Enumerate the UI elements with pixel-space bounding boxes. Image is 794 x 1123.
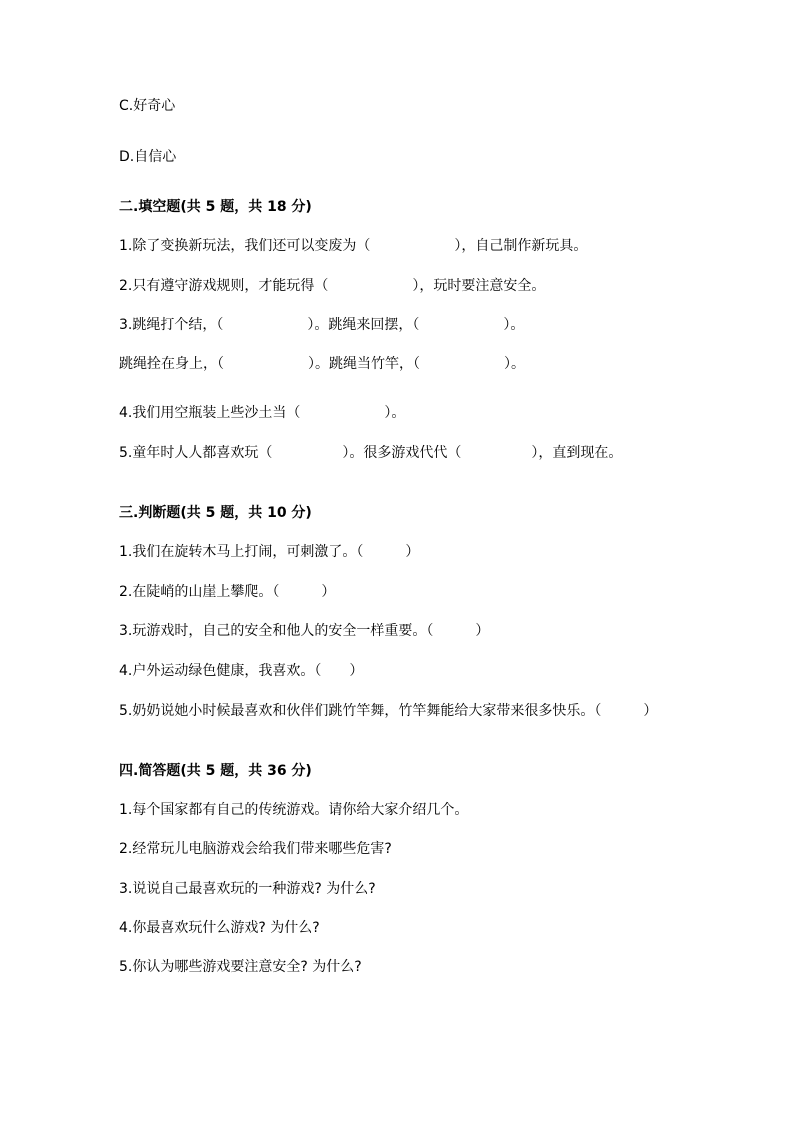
- choice-option-d: D.自信心: [119, 149, 177, 165]
- short-question-4: 4.你最喜欢玩什么游戏? 为什么?: [119, 920, 320, 936]
- short-question-1: 1.每个国家都有自己的传统游戏。请你给大家介绍几个。: [119, 802, 469, 818]
- judge-question-1: 1.我们在旋转木马上打闹，可刺激了。（ ）: [119, 544, 420, 560]
- judge-question-4: 4.户外运动绿色健康，我喜欢。（ ）: [119, 663, 364, 679]
- fill-question-2: 2.只有遵守游戏规则，才能玩得（ ），玩时要注意安全。: [119, 278, 546, 294]
- judge-question-3: 3.玩游戏时，自己的安全和他人的安全一样重要。（ ）: [119, 623, 490, 639]
- choice-option-c: C.好奇心: [119, 98, 176, 114]
- fill-question-1: 1.除了变换新玩法，我们还可以变废为（ ），自己制作新玩具。: [119, 238, 588, 254]
- fill-question-3: 3.跳绳打个结，（ ）。跳绳来回摆，（ ）。: [119, 317, 525, 333]
- fill-question-4: 4.我们用空瓶装上些沙土当（ ）。: [119, 405, 406, 421]
- judge-question-5: 5.奶奶说她小时候最喜欢和伙伴们跳竹竿舞，竹竿舞能给大家带来很多快乐。（ ）: [119, 703, 658, 719]
- section-heading-short-answer: 四.简答题(共 5 题，共 36 分): [119, 763, 312, 779]
- short-question-5: 5.你认为哪些游戏要注意安全? 为什么?: [119, 959, 362, 975]
- judge-question-2: 2.在陡峭的山崖上攀爬。（ ）: [119, 584, 336, 600]
- section-heading-judge: 三.判断题(共 5 题，共 10 分): [119, 505, 312, 521]
- fill-question-3-continued: 跳绳拴在身上，（ ）。跳绳当竹竿，（ ）。: [119, 356, 525, 372]
- short-question-3: 3.说说自己最喜欢玩的一种游戏? 为什么?: [119, 881, 376, 897]
- section-heading-fill-blank: 二.填空题(共 5 题，共 18 分): [119, 199, 312, 215]
- short-question-2: 2.经常玩儿电脑游戏会给我们带来哪些危害?: [119, 841, 392, 857]
- fill-question-5: 5.童年时人人都喜欢玩（ ）。很多游戏代代（ ），直到现在。: [119, 445, 623, 461]
